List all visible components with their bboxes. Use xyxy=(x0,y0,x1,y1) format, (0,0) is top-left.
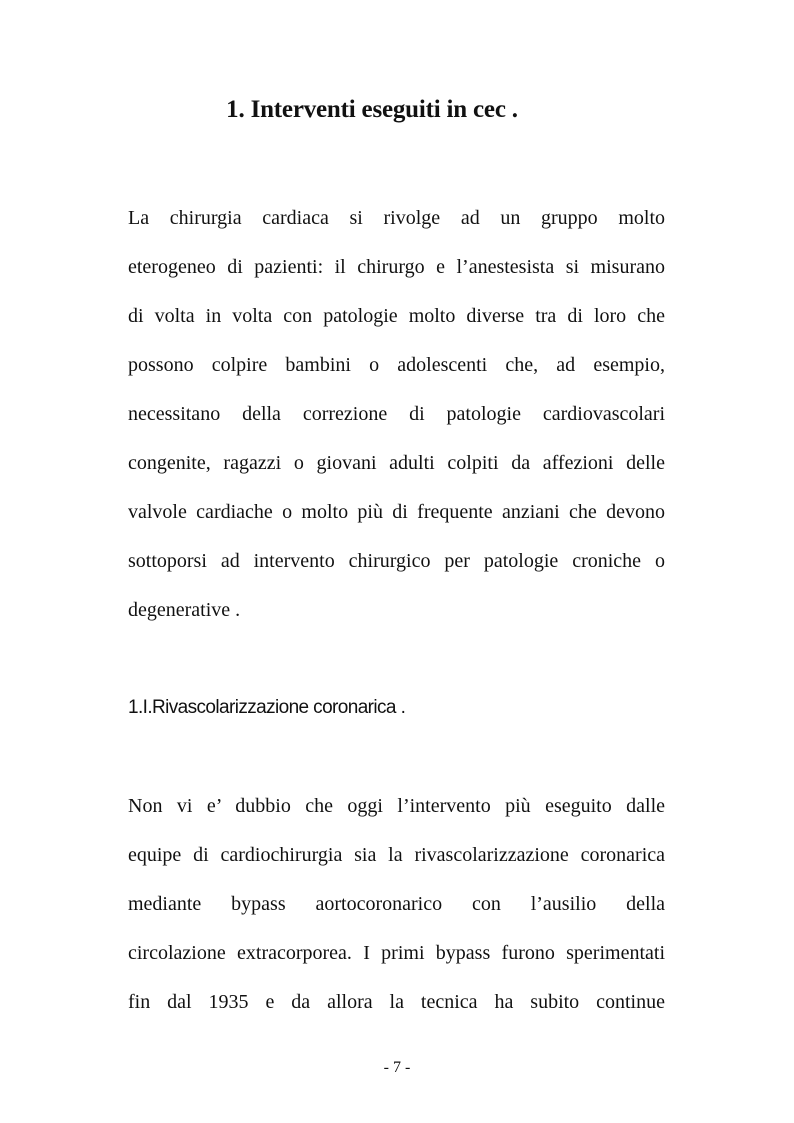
paragraph-line: fin dal 1935 e da allora la tecnica ha subito continue xyxy=(128,991,665,1013)
paragraph-line: di volta in volta con patologie molto diverse tra di loro che xyxy=(128,305,665,327)
paragraph-line: degenerative . xyxy=(128,599,241,621)
coronary-paragraph xyxy=(128,794,665,1039)
paragraph-line: circolazione extracorporea. I primi bypass furono sperimentati xyxy=(128,942,665,964)
paragraph-line: equipe di cardiochirurgia sia la rivascolarizzazione coronarica xyxy=(128,844,665,866)
paragraph-line: possono colpire bambini o adolescenti che, ad esempio, xyxy=(128,354,665,376)
paragraph-line: La chirurgia cardiaca si rivolge ad un gruppo molto xyxy=(128,207,665,229)
section-subheading: 1.I.Rivascolarizzazione coronarica . xyxy=(128,697,406,718)
paragraph-line: necessitano della correzione di patologie cardiovascolari xyxy=(128,403,665,425)
paragraph-line: valvole cardiache o molto più di frequente anziani che devono xyxy=(128,501,665,523)
paragraph-line: mediante bypass aortocoronarico con l’ausilio della xyxy=(128,893,665,915)
page-title: 1. Interventi eseguiti in cec . xyxy=(226,96,518,123)
page-number: - 7 - xyxy=(383,1059,411,1076)
intro-paragraph xyxy=(128,206,665,647)
paragraph-line: sottoporsi ad intervento chirurgico per patologie croniche o xyxy=(128,550,665,572)
paragraph-line: Non vi e’ dubbio che oggi l’intervento più eseguito dalle xyxy=(128,795,665,817)
paragraph-line: eterogeneo di pazienti: il chirurgo e l’anestesista si misurano xyxy=(128,256,665,278)
paragraph-line: congenite, ragazzi o giovani adulti colpiti da affezioni delle xyxy=(128,452,665,474)
